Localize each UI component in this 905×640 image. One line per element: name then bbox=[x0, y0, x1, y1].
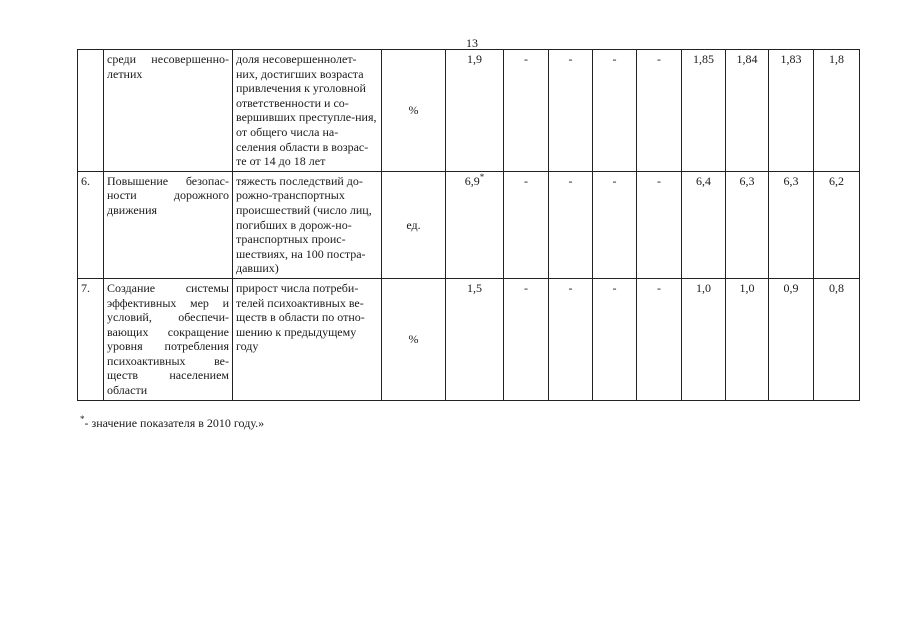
page-number: 13 bbox=[466, 36, 478, 50]
value-cell: 0,8 bbox=[814, 278, 860, 400]
value-cell: - bbox=[637, 171, 682, 278]
value-cell: - bbox=[504, 171, 549, 278]
base-value: 1,5 bbox=[467, 280, 482, 295]
table-row bbox=[78, 278, 860, 400]
value-cell: 1,85 bbox=[682, 50, 726, 172]
indicator-cell: доля несовершеннолет-них, достигших возраста привлечения к уголовной ответственности и со-вершивших преступле-ния, от общего числа на-селения области в возрас-те от 14 до 18 лет bbox=[233, 50, 382, 172]
value-cell: - bbox=[593, 278, 637, 400]
value-cell: 6,4 bbox=[682, 171, 726, 278]
unit-cell: ед. bbox=[382, 171, 446, 278]
value-cell: 1,0 bbox=[726, 278, 769, 400]
value-cell: - bbox=[637, 278, 682, 400]
value-cell: 6,3 bbox=[769, 171, 814, 278]
indicator-cell: прирост числа потреби-телей психоактивных ве-ществ в области по отно-шению к предыдущему году bbox=[233, 278, 382, 400]
value-cell: 1,84 bbox=[726, 50, 769, 172]
table-row bbox=[78, 171, 860, 278]
value-cell: - bbox=[593, 171, 637, 278]
value-cell: 1,0 bbox=[682, 278, 726, 400]
base-value: 6,9 bbox=[464, 173, 480, 188]
base-value-cell bbox=[446, 171, 504, 278]
goal-cell: Создание системы эффективных мер и условий, обеспечи-вающих сокращение уровня потребления психоактивных ве-ществ населением области bbox=[104, 278, 233, 400]
table-row bbox=[78, 50, 860, 172]
base-value-cell bbox=[446, 278, 504, 400]
goal-cell: Повышение безопас-ности дорожного движения bbox=[104, 171, 233, 278]
footnote bbox=[80, 416, 264, 431]
footnote-star: * bbox=[80, 414, 85, 424]
value-cell: 6,2 bbox=[814, 171, 860, 278]
value-cell: - bbox=[504, 50, 549, 172]
row-number: 6. bbox=[78, 171, 104, 278]
indicators-table bbox=[77, 49, 860, 401]
base-value-star: * bbox=[479, 171, 485, 182]
row-number: 7. bbox=[78, 278, 104, 400]
unit-cell: % bbox=[382, 278, 446, 400]
footnote-text: - значение показателя в 2010 году.» bbox=[84, 416, 265, 430]
base-value-cell bbox=[446, 50, 504, 172]
value-cell: 1,83 bbox=[769, 50, 814, 172]
value-cell: - bbox=[504, 278, 549, 400]
row-number bbox=[78, 50, 104, 172]
unit-cell: % bbox=[382, 50, 446, 172]
value-cell: 6,3 bbox=[726, 171, 769, 278]
value-cell: 1,8 bbox=[814, 50, 860, 172]
value-cell: - bbox=[593, 50, 637, 172]
value-cell: - bbox=[549, 278, 593, 400]
value-cell: 0,9 bbox=[769, 278, 814, 400]
value-cell: - bbox=[549, 50, 593, 172]
goal-cell: среди несовершенно-летних bbox=[104, 50, 233, 172]
base-value: 1,9 bbox=[467, 52, 482, 66]
indicator-cell: тяжесть последствий до-рожно-транспортных происшествий (число лиц, погибших в дорож-но-транспортных проис-шествиях, на 100 постра-давших) bbox=[233, 171, 382, 278]
value-cell: - bbox=[637, 50, 682, 172]
value-cell: - bbox=[549, 171, 593, 278]
